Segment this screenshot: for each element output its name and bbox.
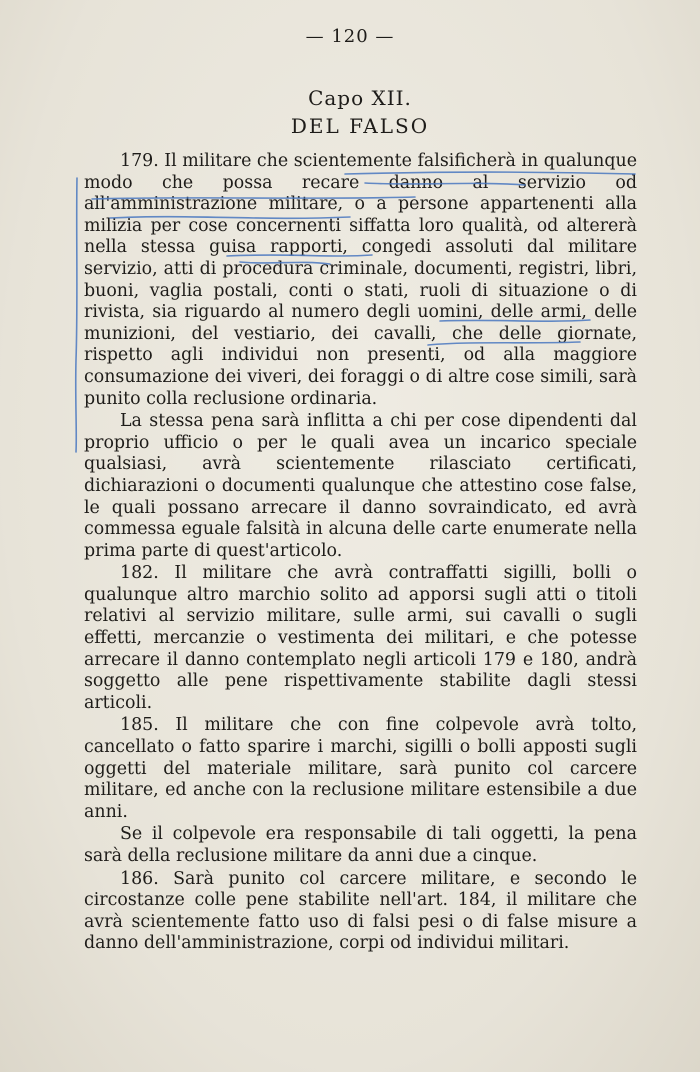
paragraph-art-179: 179. Il militare che scientemente falsificherà in qualunque modo che possa recare danno al servizio od all'amministrazione militare, o a persone appartenenti alla milizia per cose concernenti siffatta loro qualità, od altererà nella stessa guisa rapporti, congedi assoluti dal militare servizio, atti di procedura criminale, documenti, registri, libri, buoni, vaglia postali, conti o stati, ruoli di situazione o di rivista, sia riguardo al numero degli uomini, delle armi, delle munizioni, del vestiario, dei cavalli, che delle giornate, rispetto agli individui non presenti, od alla maggiore consumazione dei viveri, dei foraggi o di altre cose simili, sarà punito colla reclusione ordinaria. (84, 151, 637, 409)
article-text (84, 151, 637, 955)
paragraph-art-185-continued: Se il colpevole era responsabile di tali oggetti, la pena sarà della reclusione militare da anni due a cinque. (84, 824, 637, 866)
paragraph-art-185: 185. Il militare che con fine colpevole avrà tolto, cancellato o fatto sparire i marchi, sigilli o bolli apposti sugli oggetti del materiale militare, sarà punito col carcere militare, ed anche con la reclusione militare estensibile a due anni. (84, 715, 637, 822)
chapter-title: DEL FALSO (290, 114, 430, 138)
chapter-number: Capo XII. (308, 86, 412, 110)
paragraph-art-186: 186. Sarà punito col carcere militare, e secondo le circostanze colle pene stabilite nell'art. 184, il militare che avrà scientemente fatto uso di falsi pesi o di false misure a danno dell'amministrazione, corpi od individui militari. (84, 868, 637, 954)
paragraph-art-182: 182. Il militare che avrà contraffatti sigilli, bolli o qualunque altro marchio solito ad apporsi sugli atti o titoli relativi al servizio militare, sulle armi, sui cavalli o sugli effetti, mercanzie o vestimenta dei militari, e che potesse arrecare il danno contemplato negli articoli 179 e 180, andrà soggetto alle pene rispettivamente stabilite dagli stessi articoli. (84, 563, 637, 713)
page-number: — 120 — (305, 26, 395, 47)
paragraph-art-179-continued: La stessa pena sarà inflitta a chi per cose dipendenti dal proprio ufficio o per le quali avea un incarico speciale qualsiasi, avrà scientemente rilasciato certificati, dichiarazioni o documenti qualunque che attestino cose false, le quali possano arrecare il danno sovraindicato, ed avrà commessa eguale falsità in alcuna delle carte enumerate nella prima parte di quest'articolo. (84, 411, 637, 561)
margin-line-mark (76, 178, 77, 452)
